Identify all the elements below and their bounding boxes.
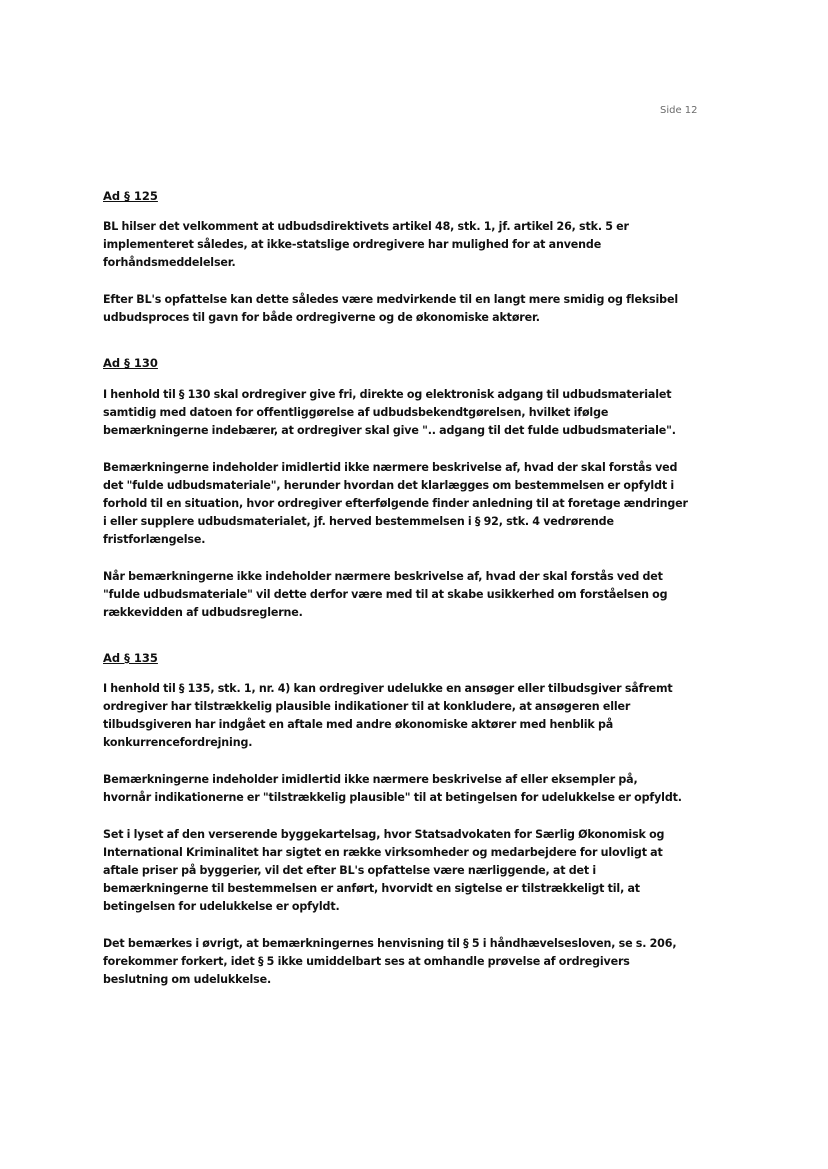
document-body <box>103 188 688 1017</box>
paragraph: Bemærkningerne indeholder imidlertid ikke nærmere beskrivelse af, hvad der skal forstås ved det "fulde udbudsmateriale", herunder hvordan det klarlægges om bestemmelsen er opfyldt i forhold til en situation, hvor ordregiver efterfølgende finder anledning til at foretage ændringer i eller supplere udbudsmaterialet, jf. herved bestemmelsen i § 92, stk. 4 vedrørende fristforlængelse. <box>103 460 688 546</box>
paragraph: Det bemærkes i øvrigt, at bemærkningernes henvisning til § 5 i håndhævelsesloven, se s. 206, forekommer forkert, idet § 5 ikke umiddelbart ses at omhandle prøvelse af ordregivers beslutning om udelukkelse. <box>103 936 677 986</box>
section-125 <box>103 188 688 327</box>
section-130 <box>103 355 688 621</box>
section-heading: Ad § 125 <box>103 189 158 203</box>
section-135 <box>103 650 688 989</box>
paragraph: I henhold til § 130 skal ordregiver give fri, direkte og elektronisk adgang til udbudsmaterialet samtidig med datoen for offentliggørelse af udbudsbekendtgørelsen, hvilket ifølge bemærkningerne indebærer, at ordregiver skal give ".. adgang til det fulde udbudsmateriale". <box>103 387 676 437</box>
section-heading: Ad § 130 <box>103 356 158 371</box>
paragraph: Bemærkningerne indeholder imidlertid ikke nærmere beskrivelse af eller eksempler på, hvornår indikationerne er "tilstrækkelig plausible" til at betingelsen for udelukkelse er opfyldt. <box>103 772 682 804</box>
paragraph: Set i lyset af den verserende byggekartelsag, hvor Statsadvokaten for Særlig Økonomisk og International Kriminalitet har sigtet en række virksomheder og medarbejdere for ulovligt at aftale priser på byggerier, vil det efter BL's opfattelse være nærliggende, at det i bemærkningerne til bestemmelsen er anført, hvorvidt en sigtelse er tilstrækkeligt til, at betingelsen for udelukkelse er opfyldt. <box>103 827 665 913</box>
paragraph: Efter BL's opfattelse kan dette således være medvirkende til en langt mere smidig og fleksibel udbudsproces til gavn for både ordregiverne og de økonomiske aktører. <box>103 293 678 325</box>
paragraph: Når bemærkningerne ikke indeholder nærmere beskrivelse af, hvad der skal forstås ved det "fulde udbudsmateriale" vil dette derfor være med til at skabe usikkerhed om forståelsen og rækkevidden af udbudsreglerne. <box>103 569 668 619</box>
paragraph: BL hilser det velkomment at udbudsdirektivets artikel 48, stk. 1, jf. artikel 26, stk. 5 er implementeret således, at ikke-statslige ordregivere har mulighed for at anvende forhåndsmeddelelser. <box>103 220 629 270</box>
page-number: Side 12 <box>660 105 698 116</box>
paragraph: I henhold til § 135, stk. 1, nr. 4) kan ordregiver udelukke en ansøger eller tilbudsgiver såfremt ordregiver har tilstrækkelig plausible indikationer til at konkludere, at ansøgeren eller tilbudsgiveren har indgået en aftale med andre økonomiske aktører med henblik på konkurrencefordrejning. <box>103 681 673 749</box>
section-heading: Ad § 135 <box>103 650 158 665</box>
